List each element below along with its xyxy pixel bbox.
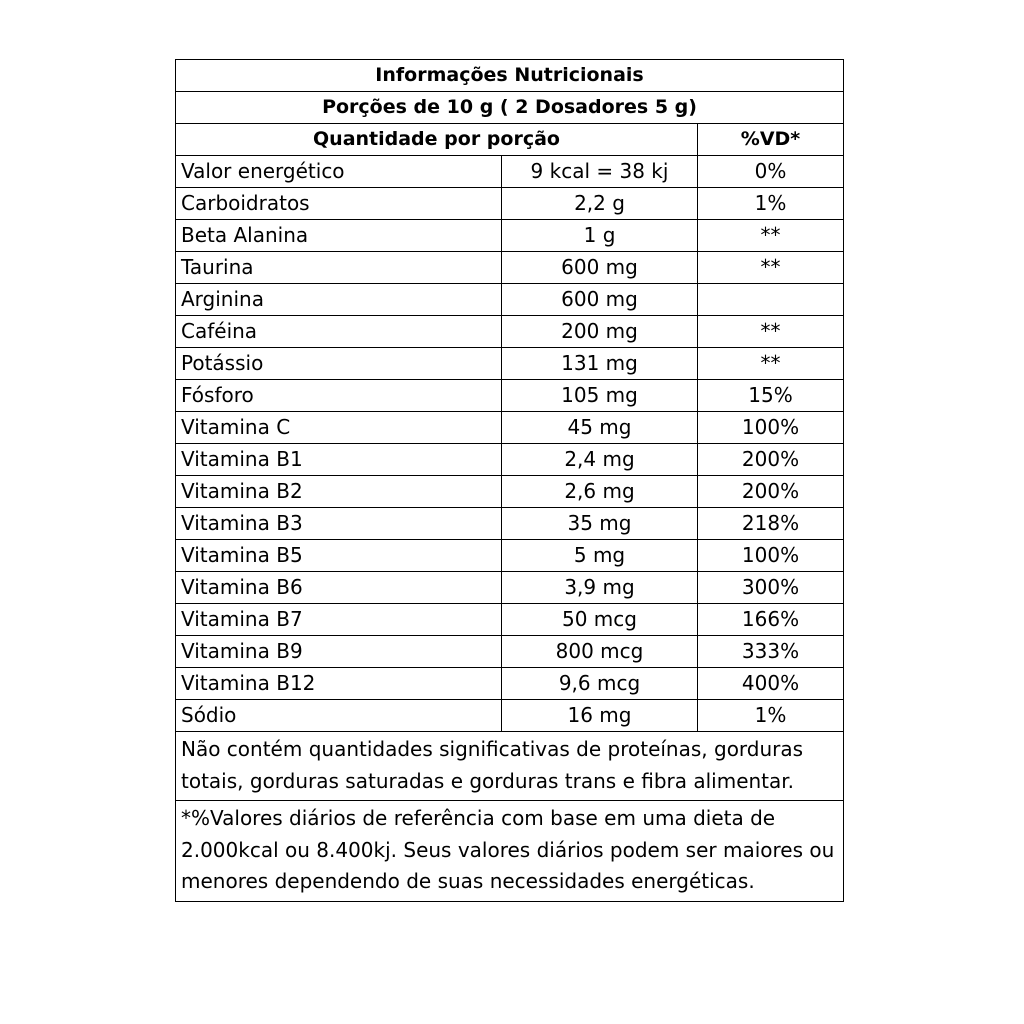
nutrient-row bbox=[176, 508, 844, 540]
nutrient-name: Taurina bbox=[176, 252, 502, 284]
nutrient-amount: 35 mg bbox=[502, 508, 698, 540]
nutrient-name: Vitamina B6 bbox=[176, 572, 502, 604]
nutrient-row bbox=[176, 572, 844, 604]
nutrient-vd: ** bbox=[698, 220, 844, 252]
nutrient-row bbox=[176, 156, 844, 188]
nutrient-name: Vitamina B9 bbox=[176, 636, 502, 668]
nutrient-amount: 105 mg bbox=[502, 380, 698, 412]
nutrient-amount: 50 mcg bbox=[502, 604, 698, 636]
nutrient-row bbox=[176, 476, 844, 508]
nutrition-facts-table bbox=[175, 59, 844, 902]
nutrient-amount: 3,9 mg bbox=[502, 572, 698, 604]
nutrient-name: Vitamina B1 bbox=[176, 444, 502, 476]
serving-size: Porções de 10 g ( 2 Dosadores 5 g) bbox=[176, 92, 844, 124]
nutrient-amount: 2,4 mg bbox=[502, 444, 698, 476]
note-daily-values: *%Valores diários de referência com base em uma dieta de 2.000kcal ou 8.400kj. Seus valores diários podem ser maiores ou menores dependendo de suas necessidades energéticas. bbox=[176, 801, 844, 902]
nutrient-vd: 218% bbox=[698, 508, 844, 540]
nutrient-vd: ** bbox=[698, 348, 844, 380]
nutrient-name: Fósforo bbox=[176, 380, 502, 412]
nutrient-amount: 16 mg bbox=[502, 700, 698, 732]
nutrient-amount: 9 kcal = 38 kj bbox=[502, 156, 698, 188]
nutrient-amount: 800 mcg bbox=[502, 636, 698, 668]
nutrient-vd: 200% bbox=[698, 476, 844, 508]
nutrient-vd bbox=[698, 284, 844, 316]
note-row bbox=[176, 801, 844, 902]
nutrient-vd: 300% bbox=[698, 572, 844, 604]
nutrient-name: Potássio bbox=[176, 348, 502, 380]
nutrient-vd: 100% bbox=[698, 412, 844, 444]
nutrient-row bbox=[176, 636, 844, 668]
note-row bbox=[176, 732, 844, 801]
nutrient-name: Sódio bbox=[176, 700, 502, 732]
nutrient-row bbox=[176, 284, 844, 316]
nutrient-amount: 600 mg bbox=[502, 252, 698, 284]
nutrient-name: Caféina bbox=[176, 316, 502, 348]
nutrient-name: Valor energético bbox=[176, 156, 502, 188]
nutrient-vd: 100% bbox=[698, 540, 844, 572]
nutrient-row bbox=[176, 700, 844, 732]
nutrient-name: Arginina bbox=[176, 284, 502, 316]
nutrient-row bbox=[176, 380, 844, 412]
nutrient-name: Vitamina B3 bbox=[176, 508, 502, 540]
nutrient-vd: 200% bbox=[698, 444, 844, 476]
nutrient-vd: 1% bbox=[698, 188, 844, 220]
nutrient-vd: ** bbox=[698, 252, 844, 284]
title-row bbox=[176, 60, 844, 92]
nutrient-amount: 5 mg bbox=[502, 540, 698, 572]
nutrient-amount: 200 mg bbox=[502, 316, 698, 348]
nutrient-amount: 1 g bbox=[502, 220, 698, 252]
nutrient-name: Vitamina B7 bbox=[176, 604, 502, 636]
nutrient-name: Vitamina B5 bbox=[176, 540, 502, 572]
note-not-significant: Não contém quantidades significativas de proteínas, gorduras totais, gorduras saturadas e gorduras trans e fibra alimentar. bbox=[176, 732, 844, 801]
nutrient-name: Carboidratos bbox=[176, 188, 502, 220]
nutrient-amount: 600 mg bbox=[502, 284, 698, 316]
nutrient-row bbox=[176, 316, 844, 348]
nutrient-vd: 1% bbox=[698, 700, 844, 732]
nutrient-vd: 15% bbox=[698, 380, 844, 412]
nutrient-amount: 131 mg bbox=[502, 348, 698, 380]
label-title: Informações Nutricionais bbox=[176, 60, 844, 92]
nutrient-name: Vitamina B12 bbox=[176, 668, 502, 700]
nutrient-row bbox=[176, 348, 844, 380]
nutrient-row bbox=[176, 604, 844, 636]
nutrient-amount: 2,2 g bbox=[502, 188, 698, 220]
nutrient-row bbox=[176, 444, 844, 476]
nutrient-row bbox=[176, 252, 844, 284]
nutrient-row bbox=[176, 412, 844, 444]
nutrient-amount: 9,6 mcg bbox=[502, 668, 698, 700]
header-vd: %VD* bbox=[698, 124, 844, 156]
nutrient-row bbox=[176, 540, 844, 572]
nutrient-row bbox=[176, 188, 844, 220]
nutrient-vd: 0% bbox=[698, 156, 844, 188]
nutrient-vd: 333% bbox=[698, 636, 844, 668]
nutrient-vd: 400% bbox=[698, 668, 844, 700]
nutrient-name: Vitamina B2 bbox=[176, 476, 502, 508]
nutrient-amount: 2,6 mg bbox=[502, 476, 698, 508]
nutrient-name: Vitamina C bbox=[176, 412, 502, 444]
nutrient-row bbox=[176, 668, 844, 700]
serving-row bbox=[176, 92, 844, 124]
nutrient-vd: ** bbox=[698, 316, 844, 348]
nutrient-name: Beta Alanina bbox=[176, 220, 502, 252]
header-row bbox=[176, 124, 844, 156]
nutrient-amount: 45 mg bbox=[502, 412, 698, 444]
nutrient-row bbox=[176, 220, 844, 252]
nutrient-vd: 166% bbox=[698, 604, 844, 636]
header-quantity: Quantidade por porção bbox=[176, 124, 698, 156]
